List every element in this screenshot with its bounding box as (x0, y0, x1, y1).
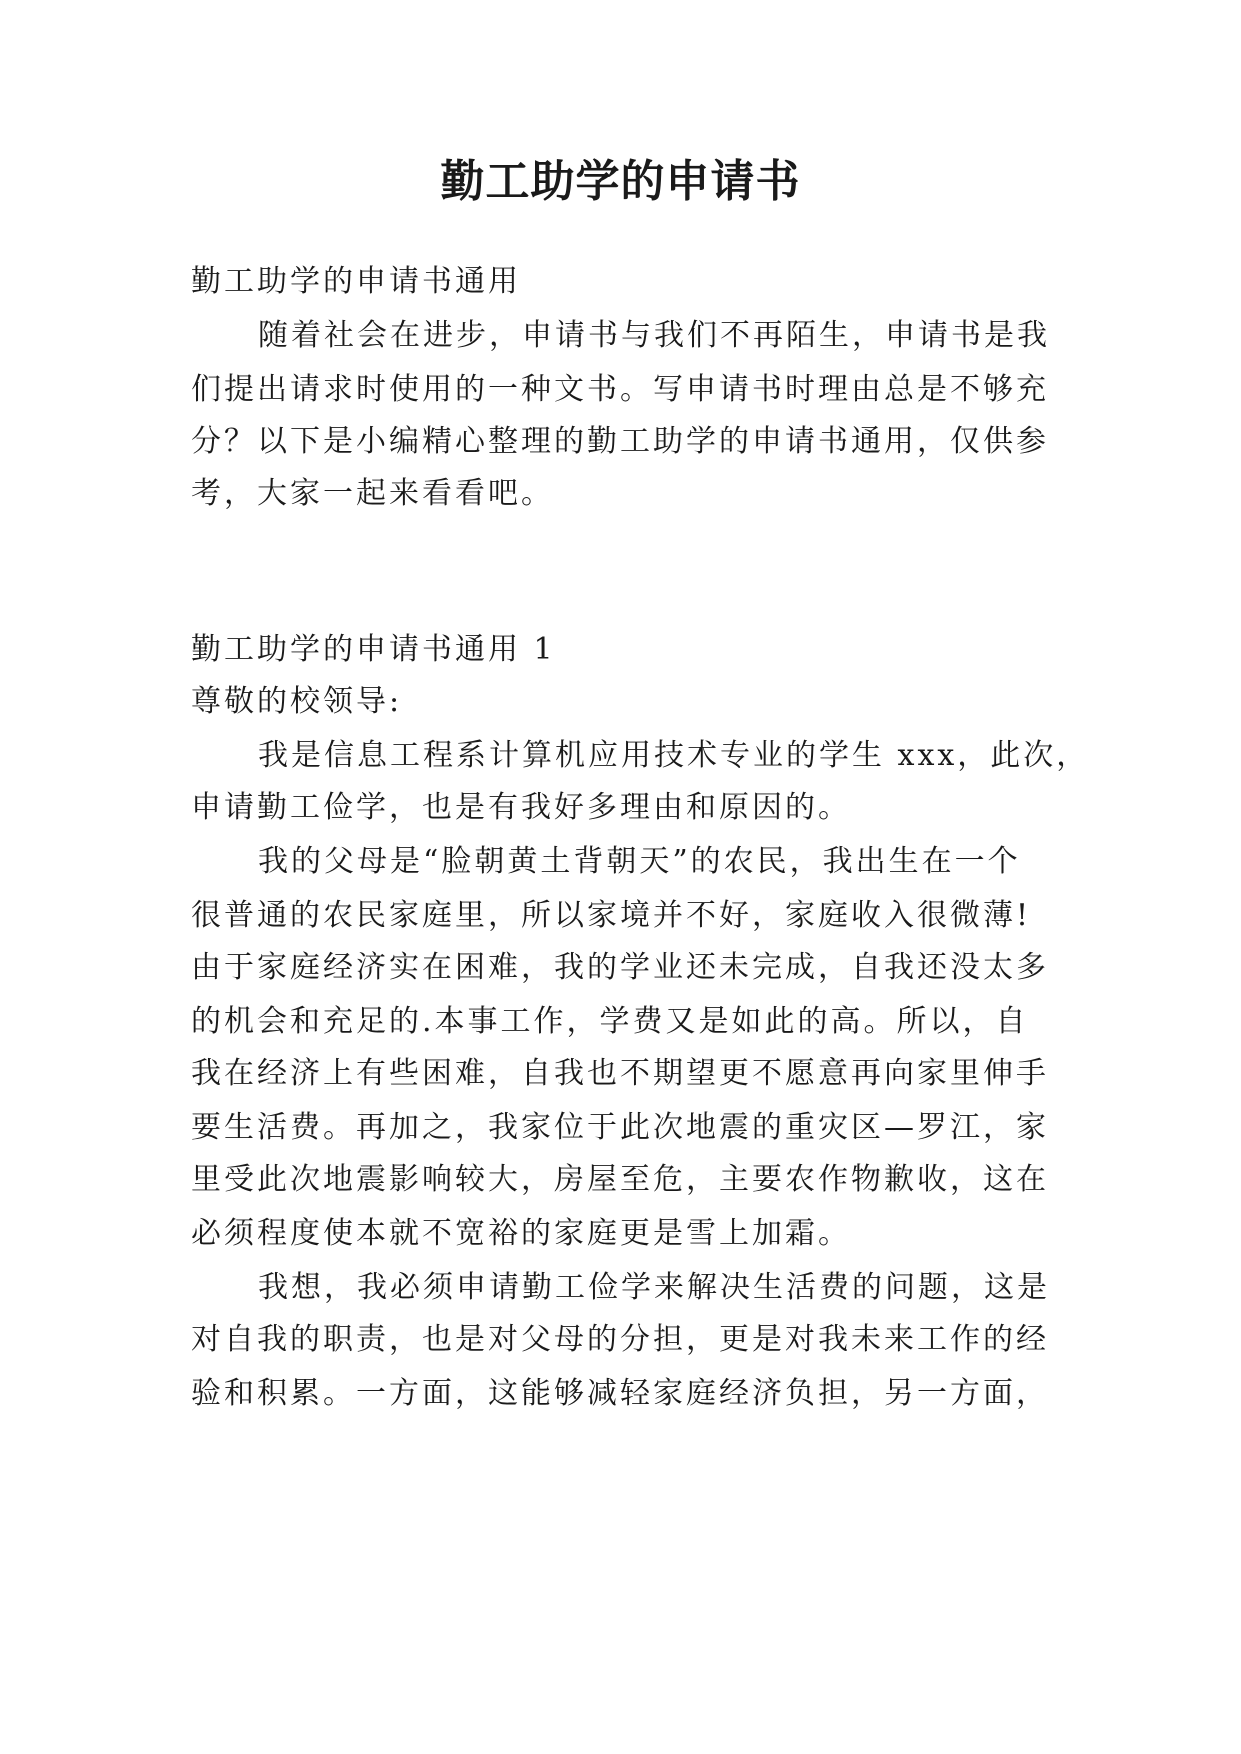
paragraph-line: 由于家庭经济实在困难，我的学业还未完成，自我还没太多 (191, 950, 1049, 985)
paragraph-line: 我的父母是“脸朝黄土背朝天”的农民，我出生在一个 (258, 844, 1021, 879)
paragraph-line: 对自我的职责，也是对父母的分担，更是对我未来工作的经 (191, 1322, 1049, 1357)
paragraph-line: 要生活费。再加之，我家位于此次地震的重灾区—罗江，家 (191, 1110, 1049, 1145)
intro-line: 们提出请求时使用的一种文书。写申请书时理由总是不够充 (191, 372, 1049, 407)
paragraph-line: 申请勤工俭学，也是有我好多理由和原因的。 (191, 790, 851, 825)
paragraph-line: 很普通的农民家庭里，所以家境并不好，家庭收入很微薄! (191, 898, 1032, 933)
intro-line: 考，大家一起来看看吧。 (191, 476, 554, 511)
paragraph-line: 验和积累。一方面，这能够减轻家庭经济负担，另一方面， (191, 1376, 1049, 1411)
paragraph-line: 必须程度使本就不宽裕的家庭更是雪上加霜。 (191, 1216, 851, 1251)
paragraph-line: 里受此次地震影响较大，房屋至危，主要农作物歉收，这在 (191, 1162, 1049, 1197)
paragraph-line: 我在经济上有些困难，自我也不期望更不愿意再向家里伸手 (191, 1056, 1049, 1091)
salutation: 尊敬的校领导: (191, 684, 403, 719)
intro-line: 随着社会在进步，申请书与我们不再陌生，申请书是我 (258, 318, 1050, 353)
intro-heading: 勤工助学的申请书通用 (191, 264, 521, 299)
paragraph-line: 我想，我必须申请勤工俭学来解决生活费的问题，这是 (258, 1270, 1050, 1305)
section-heading: 勤工助学的申请书通用 1 (191, 632, 556, 667)
intro-line: 分？以下是小编精心整理的勤工助学的申请书通用，仅供参 (191, 424, 1049, 459)
paragraph-line: 的机会和充足的.本事工作，学费又是如此的高。所以，自 (191, 1004, 1029, 1039)
paragraph-line: 我是信息工程系计算机应用技术专业的学生 xxx，此次， (258, 738, 1090, 773)
document-title: 勤工助学的申请书 (440, 156, 801, 207)
